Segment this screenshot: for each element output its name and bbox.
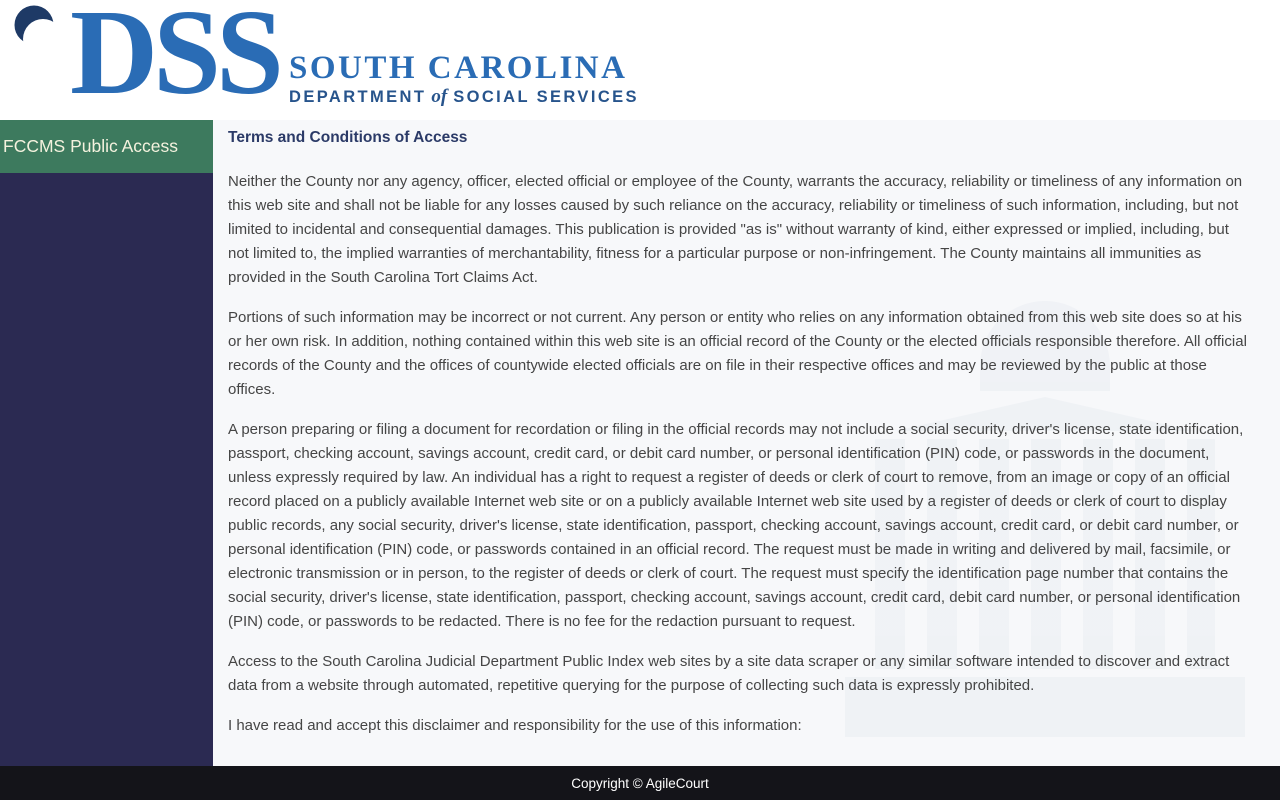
crescent-moon-icon	[13, 5, 59, 51]
app-footer	[0, 766, 1280, 800]
agency-wordmark	[289, 52, 639, 106]
copyright-text: Copyright © AgileCourt	[571, 775, 709, 791]
wordmark-department-line	[289, 88, 639, 106]
terms-paragraph-accuracy: Portions of such information may be incorrect or not current. Any person or entity who relies on any information obtained from this web site does so at his or her own risk. In addition, nothing contained within this web site is an official record of the County or the elected officials responsible therefore. All official records of the County and the offices of countywide elected officials are on file in their respective offices and may be reviewed by the public at those offices.	[228, 309, 1247, 398]
wordmark-department-pre: DEPARTMENT	[289, 88, 427, 106]
terms-paragraph-scraper: Access to the South Carolina Judicial Department Public Index web sites by a site data scraper or any similar software intended to discover and extract data from a website through automated, repetitive querying for the purpose of collecting such data is expressly prohibited.	[228, 653, 1230, 694]
wordmark-department-post: SOCIAL SERVICES	[453, 88, 639, 106]
main-row	[0, 120, 1280, 766]
terms-paragraph-warranty: Neither the County nor any agency, officer, elected official or employee of the County, warrants the accuracy, reliability or timeliness of any information on this web site and shall not be liable for any losses caused by such reliance on the accuracy, reliability or timeliness of such information, including, but not limited to incidental and consequential damages. This publication is provided "as is" without warranty of kind, either expressed or implied, including, but not limited to, the implied warranties of merchantability, fitness for a particular purpose or non-infringement. The County maintains all immunities as provided in the South Carolina Tort Claims Act.	[228, 173, 1243, 286]
dss-logo-acronym: DSS	[70, 0, 279, 120]
sidebar-nav	[0, 120, 213, 766]
page-title: Terms and Conditions of Access	[228, 129, 468, 146]
sidebar-item-label: FCCMS Public Access	[3, 136, 179, 156]
terms-accept-statement: I have read and accept this disclaimer and responsibility for the use of this information:	[228, 717, 802, 734]
terms-content-panel	[213, 120, 1280, 766]
app-header	[0, 0, 1280, 120]
sidebar-item-fccms-public-access[interactable]	[0, 120, 213, 173]
terms-paragraph-redaction: A person preparing or filing a document for recordation or filing in the official records may not include a social security, driver's license, state identification, passport, checking account, savings account, credit card, or debit card number, or personal identification (PIN) code, or passwords in the document, unless expressly required by law. An individual has a right to request a register of deeds or clerk of court to remove, from an image or copy of an official record placed on a publicly available Internet web site or on a publicly available Internet web site used by a register of deeds or clerk of court to display public records, any social security, driver's license, state identification, passport, checking account, savings account, credit card, or debit card number, or personal identification (PIN) code, or passwords contained in an official record. The request must be made in writing and delivered by mail, facsimile, or electronic transmission or in person, to the register of deeds or clerk of court. The request must specify the identification page number that contains the social security, driver's license, state identification, passport, checking account, savings account, credit card, debit card number, or personal identification (PIN) code, or passwords to be redacted. There is no fee for the redaction pursuant to request.	[228, 421, 1244, 630]
wordmark-of: of	[431, 86, 448, 107]
wordmark-state-name: SOUTH CAROLINA	[289, 50, 628, 86]
